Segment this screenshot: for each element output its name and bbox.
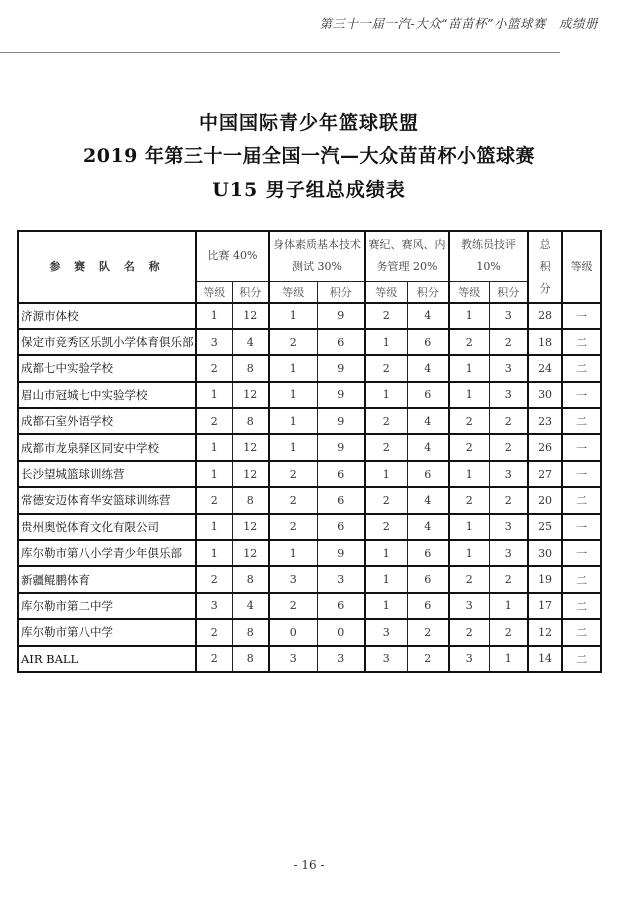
table-row [18,303,601,329]
match-level-cell: 2 [196,646,232,672]
fitness-points-cell: 6 [317,487,365,513]
discipline-points-cell: 4 [407,303,449,329]
coach-level-cell: 1 [449,514,489,540]
match-points-cell: 12 [232,461,269,487]
match-points-cell: 4 [232,593,269,619]
match-points-cell: 8 [232,646,269,672]
table-row [18,566,601,592]
coach-points-cell: 3 [489,382,528,408]
discipline-level-cell: 1 [365,461,407,487]
fitness-level-cell: 1 [269,382,317,408]
discipline-level-cell: 2 [365,514,407,540]
fitness-level-cell: 2 [269,329,317,355]
coach-points-cell: 3 [489,461,528,487]
match-points-cell: 12 [232,382,269,408]
team-name-cell: 保定市竞秀区乐凯小学体育俱乐部 [18,329,196,355]
header-fitness: 身体素质基本技术测试 30% [269,231,365,281]
fitness-level-cell: 3 [269,646,317,672]
match-level-cell: 1 [196,540,232,566]
total-points-cell: 20 [528,487,562,513]
coach-level-cell: 2 [449,619,489,645]
coach-level-cell: 2 [449,566,489,592]
coach-level-cell: 1 [449,461,489,487]
discipline-points-cell: 2 [407,619,449,645]
coach-points-cell: 2 [489,329,528,355]
match-points-cell: 12 [232,540,269,566]
discipline-points-cell: 4 [407,355,449,381]
team-name-cell: 库尔勒市第八小学青少年俱乐部 [18,540,196,566]
match-level-cell: 1 [196,514,232,540]
grade-cell: 二 [562,566,601,592]
results-table [17,230,602,673]
coach-level-cell: 2 [449,487,489,513]
grade-cell: 一 [562,540,601,566]
match-points-cell: 12 [232,514,269,540]
match-level-cell: 3 [196,593,232,619]
match-points-cell: 8 [232,487,269,513]
header-match: 比赛 40% [196,231,269,281]
subheader-points: 积分 [317,281,365,303]
match-points-cell: 12 [232,303,269,329]
total-points-cell: 24 [528,355,562,381]
total-points-cell: 19 [528,566,562,592]
team-name-cell: 济源市体校 [18,303,196,329]
grade-cell: 一 [562,382,601,408]
grade-cell: 二 [562,619,601,645]
coach-points-cell: 3 [489,514,528,540]
discipline-level-cell: 1 [365,593,407,619]
coach-level-cell: 1 [449,355,489,381]
fitness-level-cell: 2 [269,593,317,619]
table-row [18,487,601,513]
coach-points-cell: 1 [489,646,528,672]
total-points-cell: 30 [528,540,562,566]
fitness-points-cell: 6 [317,514,365,540]
match-points-cell: 8 [232,566,269,592]
discipline-level-cell: 3 [365,619,407,645]
fitness-points-cell: 6 [317,329,365,355]
discipline-points-cell: 6 [407,566,449,592]
discipline-level-cell: 1 [365,329,407,355]
match-level-cell: 2 [196,487,232,513]
grade-cell: 一 [562,434,601,460]
discipline-points-cell: 6 [407,329,449,355]
discipline-points-cell: 6 [407,593,449,619]
coach-level-cell: 1 [449,540,489,566]
running-head: 第三十一届一汽-大众“苗苗杯”小篮球赛 成绩册 [319,16,598,31]
total-points-cell: 23 [528,408,562,434]
coach-points-cell: 3 [489,303,528,329]
header-coach: 教练员技评 10% [449,231,528,281]
match-points-cell: 4 [232,329,269,355]
title-league: 中国国际青少年篮球联盟 [198,112,419,134]
discipline-level-cell: 3 [365,646,407,672]
team-name-cell: 眉山市冠城七中实验学校 [18,382,196,408]
fitness-level-cell: 2 [269,461,317,487]
table-row [18,355,601,381]
total-points-cell: 12 [528,619,562,645]
team-name-cell: 成都市龙泉驿区同安中学校 [18,434,196,460]
coach-level-cell: 3 [449,646,489,672]
fitness-points-cell: 0 [317,619,365,645]
match-points-cell: 8 [232,619,269,645]
coach-level-cell: 1 [449,382,489,408]
match-level-cell: 1 [196,461,232,487]
fitness-points-cell: 9 [317,355,365,381]
discipline-points-cell: 4 [407,487,449,513]
subheader-points: 积分 [232,281,269,303]
match-level-cell: 2 [196,408,232,434]
discipline-points-cell: 4 [407,408,449,434]
coach-level-cell: 2 [449,434,489,460]
fitness-level-cell: 1 [269,434,317,460]
table-row [18,461,601,487]
table-row [18,382,601,408]
team-name-cell: 新疆鲲鹏体育 [18,566,196,592]
grade-cell: 二 [562,408,601,434]
table-row [18,408,601,434]
fitness-level-cell: 2 [269,487,317,513]
fitness-points-cell: 9 [317,540,365,566]
fitness-points-cell: 3 [317,566,365,592]
discipline-level-cell: 2 [365,408,407,434]
subheader-level: 等级 [365,281,407,303]
discipline-level-cell: 2 [365,355,407,381]
table-row [18,434,601,460]
fitness-points-cell: 3 [317,646,365,672]
team-name-cell: 长沙望城篮球训练营 [18,461,196,487]
table-row [18,646,601,672]
team-name-cell: 常德安迈体育华安篮球训练营 [18,487,196,513]
total-points-cell: 18 [528,329,562,355]
coach-level-cell: 2 [449,329,489,355]
header-total: 总积分 [528,231,562,303]
grade-cell: 一 [562,514,601,540]
coach-points-cell: 3 [489,355,528,381]
match-points-cell: 12 [232,434,269,460]
coach-points-cell: 2 [489,434,528,460]
discipline-points-cell: 6 [407,382,449,408]
total-points-cell: 17 [528,593,562,619]
total-points-cell: 26 [528,434,562,460]
fitness-points-cell: 9 [317,434,365,460]
coach-points-cell: 2 [489,619,528,645]
discipline-points-cell: 6 [407,540,449,566]
table-row [18,540,601,566]
coach-level-cell: 1 [449,303,489,329]
grade-cell: 二 [562,593,601,619]
subheader-level: 等级 [269,281,317,303]
coach-level-cell: 2 [449,408,489,434]
coach-points-cell: 3 [489,540,528,566]
fitness-level-cell: 1 [269,355,317,381]
table-row [18,514,601,540]
table-body [18,303,601,672]
discipline-level-cell: 1 [365,566,407,592]
grade-cell: 一 [562,461,601,487]
match-level-cell: 1 [196,303,232,329]
match-level-cell: 2 [196,355,232,381]
table-row [18,619,601,645]
fitness-points-cell: 9 [317,303,365,329]
fitness-points-cell: 9 [317,408,365,434]
discipline-points-cell: 2 [407,646,449,672]
match-points-cell: 8 [232,355,269,381]
subheader-points: 积分 [407,281,449,303]
total-points-cell: 30 [528,382,562,408]
header-team: 参 赛 队 名 称 [18,231,196,303]
fitness-level-cell: 1 [269,408,317,434]
match-level-cell: 1 [196,434,232,460]
fitness-level-cell: 3 [269,566,317,592]
team-name-cell: 成都石室外语学校 [18,408,196,434]
discipline-points-cell: 4 [407,434,449,460]
coach-points-cell: 2 [489,487,528,513]
fitness-points-cell: 6 [317,461,365,487]
total-points-cell: 28 [528,303,562,329]
total-points-cell: 27 [528,461,562,487]
fitness-points-cell: 9 [317,382,365,408]
grade-cell: 二 [562,487,601,513]
discipline-level-cell: 1 [365,382,407,408]
discipline-level-cell: 2 [365,487,407,513]
fitness-level-cell: 1 [269,303,317,329]
coach-points-cell: 2 [489,566,528,592]
grade-cell: 二 [562,355,601,381]
fitness-level-cell: 1 [269,540,317,566]
fitness-level-cell: 2 [269,514,317,540]
team-name-cell: 成都七中实验学校 [18,355,196,381]
header-grade: 等级 [562,231,601,303]
table-row [18,593,601,619]
grade-cell: 二 [562,329,601,355]
fitness-points-cell: 6 [317,593,365,619]
table-row [18,329,601,355]
match-level-cell: 3 [196,329,232,355]
subheader-level: 等级 [196,281,232,303]
fitness-level-cell: 0 [269,619,317,645]
discipline-level-cell: 2 [365,434,407,460]
team-name-cell: 贵州奥悦体育文化有限公司 [18,514,196,540]
grade-cell: 二 [562,646,601,672]
discipline-level-cell: 1 [365,540,407,566]
team-name-cell: 库尔勒市第二中学 [18,593,196,619]
coach-points-cell: 2 [489,408,528,434]
title-event: 2019 年第三十一届全国一汽—大众苗苗杯小篮球赛 [83,145,535,167]
title-table: U15 男子组总成绩表 [212,179,406,201]
coach-points-cell: 1 [489,593,528,619]
team-name-cell: AIR BALL [18,646,196,672]
discipline-points-cell: 4 [407,514,449,540]
match-level-cell: 1 [196,382,232,408]
coach-level-cell: 3 [449,593,489,619]
header-discipline: 赛纪、赛风、内务管理 20% [365,231,449,281]
header-rule [0,52,560,53]
subheader-level: 等级 [449,281,489,303]
grade-cell: 一 [562,303,601,329]
discipline-points-cell: 6 [407,461,449,487]
match-points-cell: 8 [232,408,269,434]
match-level-cell: 2 [196,566,232,592]
subheader-points: 积分 [489,281,528,303]
total-points-cell: 14 [528,646,562,672]
page-number: - 16 - [293,858,325,872]
team-name-cell: 库尔勒市第八中学 [18,619,196,645]
total-points-cell: 25 [528,514,562,540]
match-level-cell: 2 [196,619,232,645]
discipline-level-cell: 2 [365,303,407,329]
